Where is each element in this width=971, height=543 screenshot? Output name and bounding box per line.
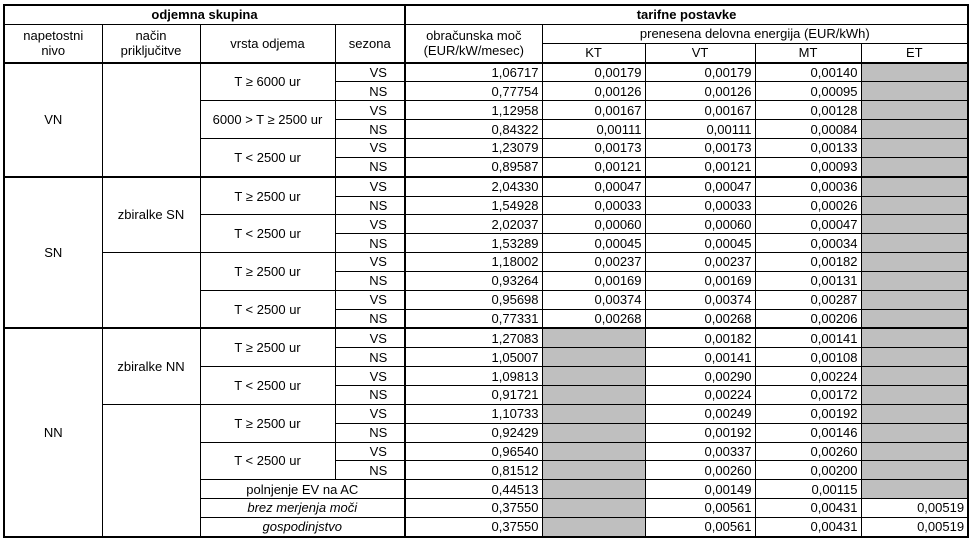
header-kt: KT: [542, 43, 645, 62]
vt-cell: 0,00111: [645, 120, 755, 139]
voltage-vn: VN: [4, 63, 102, 177]
mt-cell: 0,00133: [755, 138, 861, 157]
vt-cell: 0,00167: [645, 101, 755, 120]
mt-cell: 0,00192: [755, 404, 861, 423]
power-cell: 0,81512: [405, 461, 542, 480]
mt-cell: 0,00108: [755, 348, 861, 367]
season-cell: NS: [335, 423, 405, 442]
power-cell: 1,09813: [405, 367, 542, 386]
power-cell: 1,18002: [405, 253, 542, 272]
mt-cell: 0,00224: [755, 367, 861, 386]
vt-cell: 0,00047: [645, 177, 755, 196]
mt-cell: 0,00172: [755, 385, 861, 404]
et-cell-shaded: [861, 157, 968, 176]
et-cell-shaded: [861, 82, 968, 101]
et-cell-shaded: [861, 404, 968, 423]
season-cell: VS: [335, 404, 405, 423]
kt-cell: 0,00045: [542, 234, 645, 253]
vt-cell: 0,00192: [645, 423, 755, 442]
mt-cell: 0,00115: [755, 480, 861, 499]
type-cell: T < 2500 ur: [200, 442, 335, 480]
power-cell: 0,93264: [405, 271, 542, 290]
season-cell: VS: [335, 442, 405, 461]
header-power: [405, 24, 542, 62]
header-mt: MT: [755, 43, 861, 62]
et-cell-shaded: [861, 328, 968, 347]
type-cell: T < 2500 ur: [200, 290, 335, 328]
kt-cell: 0,00047: [542, 177, 645, 196]
kt-cell-shaded: [542, 499, 645, 518]
power-cell: 1,54928: [405, 196, 542, 215]
vt-cell: 0,00126: [645, 82, 755, 101]
season-cell: VS: [335, 63, 405, 82]
vt-cell: 0,00260: [645, 461, 755, 480]
kt-cell-shaded: [542, 517, 645, 537]
mt-cell: 0,00131: [755, 271, 861, 290]
et-cell-shaded: [861, 271, 968, 290]
header-connection-line2: priključitve: [120, 43, 182, 59]
vt-cell: 0,00561: [645, 499, 755, 518]
power-cell: 0,96540: [405, 442, 542, 461]
power-cell: 1,53289: [405, 234, 542, 253]
voltage-nn: NN: [4, 328, 102, 537]
connection-empty: [102, 63, 200, 177]
header-energy: prenesena delovna energija (EUR/kWh): [542, 24, 968, 43]
mt-cell: 0,00036: [755, 177, 861, 196]
et-cell-shaded: [861, 196, 968, 215]
et-cell-shaded: [861, 423, 968, 442]
table-row: [4, 177, 968, 196]
type-cell-gosp: gospodinjstvo: [200, 517, 405, 537]
mt-cell: 0,00200: [755, 461, 861, 480]
mt-cell: 0,00182: [755, 253, 861, 272]
season-cell: VS: [335, 177, 405, 196]
kt-cell: 0,00060: [542, 215, 645, 234]
power-cell: 1,06717: [405, 63, 542, 82]
season-cell: NS: [335, 120, 405, 139]
mt-cell: 0,00146: [755, 423, 861, 442]
table-row: [4, 328, 968, 347]
season-cell: VS: [335, 367, 405, 386]
season-cell: VS: [335, 328, 405, 347]
mt-cell: 0,00084: [755, 120, 861, 139]
type-cell: T ≥ 2500 ur: [200, 253, 335, 291]
et-cell: 0,00519: [861, 499, 968, 518]
power-cell: 0,92429: [405, 423, 542, 442]
power-cell: 2,02037: [405, 215, 542, 234]
kt-cell: 0,00173: [542, 138, 645, 157]
season-cell: NS: [335, 82, 405, 101]
kt-cell: 0,00111: [542, 120, 645, 139]
season-cell: NS: [335, 385, 405, 404]
season-cell: NS: [335, 348, 405, 367]
connection-empty: [102, 253, 200, 329]
vt-cell: 0,00121: [645, 157, 755, 176]
header-row-1: [4, 5, 968, 24]
mt-cell: 0,00128: [755, 101, 861, 120]
mt-cell: 0,00431: [755, 517, 861, 537]
et-cell: 0,00519: [861, 517, 968, 537]
mt-cell: 0,00287: [755, 290, 861, 309]
header-connection: [102, 24, 200, 62]
kt-cell-shaded: [542, 385, 645, 404]
et-cell-shaded: [861, 63, 968, 82]
kt-cell: 0,00237: [542, 253, 645, 272]
vt-cell: 0,00337: [645, 442, 755, 461]
kt-cell: 0,00374: [542, 290, 645, 309]
kt-cell-shaded: [542, 461, 645, 480]
vt-cell: 0,00237: [645, 253, 755, 272]
et-cell-shaded: [861, 348, 968, 367]
power-cell: 0,77331: [405, 309, 542, 328]
et-cell-shaded: [861, 101, 968, 120]
tariff-table: [3, 4, 969, 538]
et-cell-shaded: [861, 290, 968, 309]
table-row: [4, 63, 968, 82]
power-cell: 0,77754: [405, 82, 542, 101]
season-cell: NS: [335, 157, 405, 176]
connection-zbiralke-nn: zbiralke NN: [102, 328, 200, 404]
et-cell-shaded: [861, 215, 968, 234]
connection-empty: [102, 404, 200, 537]
season-cell: NS: [335, 309, 405, 328]
vt-cell: 0,00374: [645, 290, 755, 309]
mt-cell: 0,00095: [755, 82, 861, 101]
mt-cell: 0,00141: [755, 328, 861, 347]
connection-zbiralke-sn: zbiralke SN: [102, 177, 200, 253]
power-cell: 0,84322: [405, 120, 542, 139]
table-row: [4, 404, 968, 423]
header-voltage-line1: napetostni: [23, 28, 84, 44]
season-cell: VS: [335, 215, 405, 234]
vt-cell: 0,00173: [645, 138, 755, 157]
mt-cell: 0,00431: [755, 499, 861, 518]
type-cell: T < 2500 ur: [200, 215, 335, 253]
kt-cell-shaded: [542, 480, 645, 499]
type-cell: T < 2500 ur: [200, 138, 335, 176]
season-cell: NS: [335, 461, 405, 480]
mt-cell: 0,00093: [755, 157, 861, 176]
power-cell: 1,23079: [405, 138, 542, 157]
season-cell: NS: [335, 234, 405, 253]
mt-cell: 0,00047: [755, 215, 861, 234]
kt-cell-shaded: [542, 367, 645, 386]
season-cell: VS: [335, 101, 405, 120]
vt-cell: 0,00179: [645, 63, 755, 82]
vt-cell: 0,00182: [645, 328, 755, 347]
power-cell: 1,12958: [405, 101, 542, 120]
table-row: [4, 253, 968, 272]
kt-cell: 0,00167: [542, 101, 645, 120]
power-cell: 1,10733: [405, 404, 542, 423]
kt-cell: 0,00179: [542, 63, 645, 82]
kt-cell-shaded: [542, 348, 645, 367]
mt-cell: 0,00260: [755, 442, 861, 461]
header-season: sezona: [335, 24, 405, 62]
type-cell: T ≥ 6000 ur: [200, 63, 335, 101]
kt-cell: 0,00126: [542, 82, 645, 101]
power-cell: 0,44513: [405, 480, 542, 499]
season-cell: VS: [335, 138, 405, 157]
kt-cell-shaded: [542, 404, 645, 423]
kt-cell: 0,00268: [542, 309, 645, 328]
header-group-left: odjemna skupina: [4, 5, 405, 24]
vt-cell: 0,00268: [645, 309, 755, 328]
season-cell: NS: [335, 271, 405, 290]
mt-cell: 0,00034: [755, 234, 861, 253]
power-cell: 1,27083: [405, 328, 542, 347]
et-cell-shaded: [861, 138, 968, 157]
et-cell-shaded: [861, 385, 968, 404]
kt-cell-shaded: [542, 328, 645, 347]
et-cell-shaded: [861, 309, 968, 328]
type-cell: T ≥ 2500 ur: [200, 328, 335, 366]
vt-cell: 0,00141: [645, 348, 755, 367]
et-cell-shaded: [861, 253, 968, 272]
kt-cell: 0,00169: [542, 271, 645, 290]
vt-cell: 0,00224: [645, 385, 755, 404]
season-cell: VS: [335, 253, 405, 272]
power-cell: 0,91721: [405, 385, 542, 404]
mt-cell: 0,00206: [755, 309, 861, 328]
header-voltage: [4, 24, 102, 62]
vt-cell: 0,00033: [645, 196, 755, 215]
header-power-line1: obračunska moč: [426, 28, 522, 44]
kt-cell: 0,00121: [542, 157, 645, 176]
vt-cell: 0,00249: [645, 404, 755, 423]
vt-cell: 0,00561: [645, 517, 755, 537]
power-cell: 1,05007: [405, 348, 542, 367]
type-cell-brez: brez merjenja moči: [200, 499, 405, 518]
header-vt: VT: [645, 43, 755, 62]
et-cell-shaded: [861, 177, 968, 196]
power-cell: 0,37550: [405, 517, 542, 537]
header-power-line2: (EUR/kW/mesec): [423, 43, 524, 59]
et-cell-shaded: [861, 367, 968, 386]
type-cell: 6000 > T ≥ 2500 ur: [200, 101, 335, 139]
header-connection-line1: način: [135, 28, 167, 44]
mt-cell: 0,00140: [755, 63, 861, 82]
season-cell: NS: [335, 196, 405, 215]
type-cell-ev: polnjenje EV na AC: [200, 480, 405, 499]
kt-cell-shaded: [542, 423, 645, 442]
power-cell: 0,95698: [405, 290, 542, 309]
kt-cell-shaded: [542, 442, 645, 461]
type-cell: T ≥ 2500 ur: [200, 177, 335, 215]
kt-cell: 0,00033: [542, 196, 645, 215]
header-row-2: [4, 24, 968, 43]
vt-cell: 0,00045: [645, 234, 755, 253]
header-group-right: tarifne postavke: [405, 5, 968, 24]
power-cell: 2,04330: [405, 177, 542, 196]
et-cell-shaded: [861, 234, 968, 253]
mt-cell: 0,00026: [755, 196, 861, 215]
type-cell: T ≥ 2500 ur: [200, 404, 335, 442]
vt-cell: 0,00169: [645, 271, 755, 290]
header-voltage-line2: nivo: [41, 43, 66, 59]
et-cell-shaded: [861, 120, 968, 139]
et-cell-shaded: [861, 480, 968, 499]
vt-cell: 0,00290: [645, 367, 755, 386]
header-et: ET: [861, 43, 968, 62]
et-cell-shaded: [861, 442, 968, 461]
power-cell: 0,89587: [405, 157, 542, 176]
power-cell: 0,37550: [405, 499, 542, 518]
vt-cell: 0,00060: [645, 215, 755, 234]
vt-cell: 0,00149: [645, 480, 755, 499]
voltage-sn: SN: [4, 177, 102, 329]
season-cell: VS: [335, 290, 405, 309]
type-cell: T < 2500 ur: [200, 367, 335, 405]
header-type: vrsta odjema: [200, 24, 335, 62]
et-cell-shaded: [861, 461, 968, 480]
